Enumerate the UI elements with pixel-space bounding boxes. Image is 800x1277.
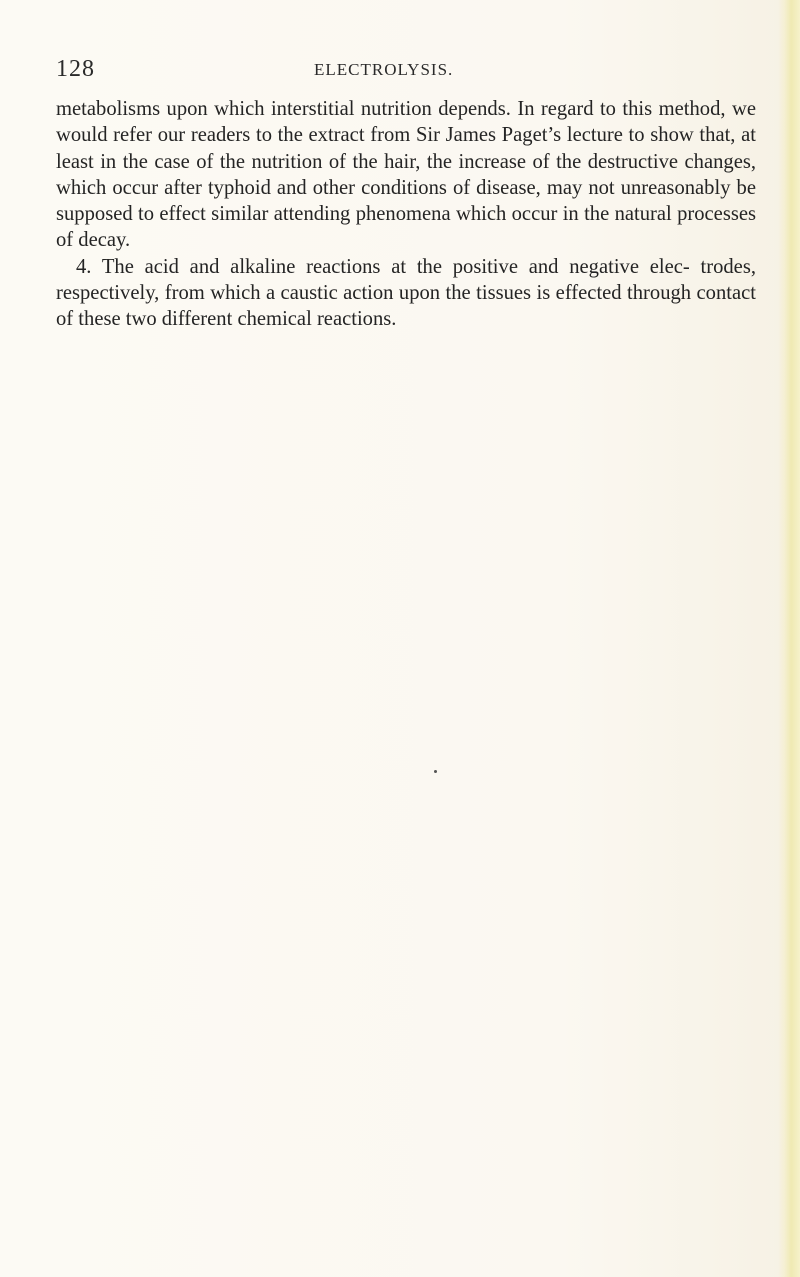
paragraph-continued: metabolisms upon which interstitial nutrition depends. In regard to this method, we would refer our readers to the extract from Sir James Paget’s lecture to show that, at least in the case of the nutrition of the hair, the increase of the destructive changes, which occur after typhoid and other conditions of disease, may not unreasonably be supposed to effect similar attending phenomena which occur in the natural processes of decay. — [56, 98, 756, 252]
page-edge-shading — [778, 0, 800, 1277]
ink-speck — [434, 770, 437, 773]
page-number: 128 — [56, 56, 95, 82]
paragraph-item-4: 4. The acid and alkaline reactions at the positive and negative elec- trodes, respectively, from which a caustic action upon the tissues is effected through contact of these two different chemical reactions. — [56, 255, 756, 331]
page-header — [56, 54, 756, 84]
body-text — [56, 96, 756, 333]
running-head: ELECTROLYSIS. — [314, 60, 454, 79]
